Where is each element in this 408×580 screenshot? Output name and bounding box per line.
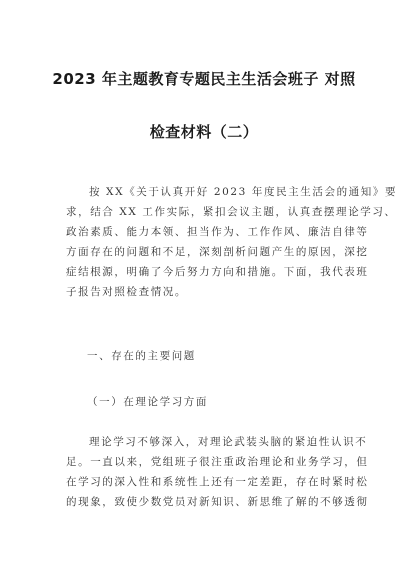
intro-line: 求，结合 XX 工作实际，紧扣会议主题，认真查摆理论学习、 bbox=[66, 206, 397, 218]
body-paragraph bbox=[66, 432, 369, 512]
intro-line: 症结根源，明确了今后努力方向和措施。下面，我代表班 bbox=[66, 266, 369, 278]
document-title-line-1: 2023 年主题教育专题民主生活会班子 对照 bbox=[52, 70, 356, 88]
section-heading: 一、存在的主要问题 bbox=[87, 350, 196, 362]
intro-line: 方面存在的问题和不足，深刻剖析问题产生的原因，深挖 bbox=[66, 246, 369, 258]
subsection-heading: （一）在理论学习方面 bbox=[87, 396, 208, 408]
body-line: 的现象，致使少数党员对新知识、新思维了解的不够透彻 bbox=[66, 496, 369, 508]
intro-line: 按 XX《关于认真开好 2023 年度民主生活会的通知》要 bbox=[89, 186, 398, 198]
body-line: 在学习的深入性和系统性上还有一定差距，存在时紧时松 bbox=[66, 476, 369, 488]
body-line: 理论学习不够深入，对理论武装头脑的紧迫性认识不 bbox=[89, 436, 368, 448]
body-line: 足。一直以来，党组班子很注重政治理论和业务学习，但 bbox=[66, 456, 369, 468]
intro-paragraph bbox=[66, 182, 398, 302]
intro-line: 政治素质、能力本领、担当作为、工作作风、廉洁自律等 bbox=[66, 226, 369, 238]
intro-line: 子报告对照检查情况。 bbox=[66, 286, 187, 298]
document-title-line-2: 检查材料（二） bbox=[149, 123, 259, 141]
